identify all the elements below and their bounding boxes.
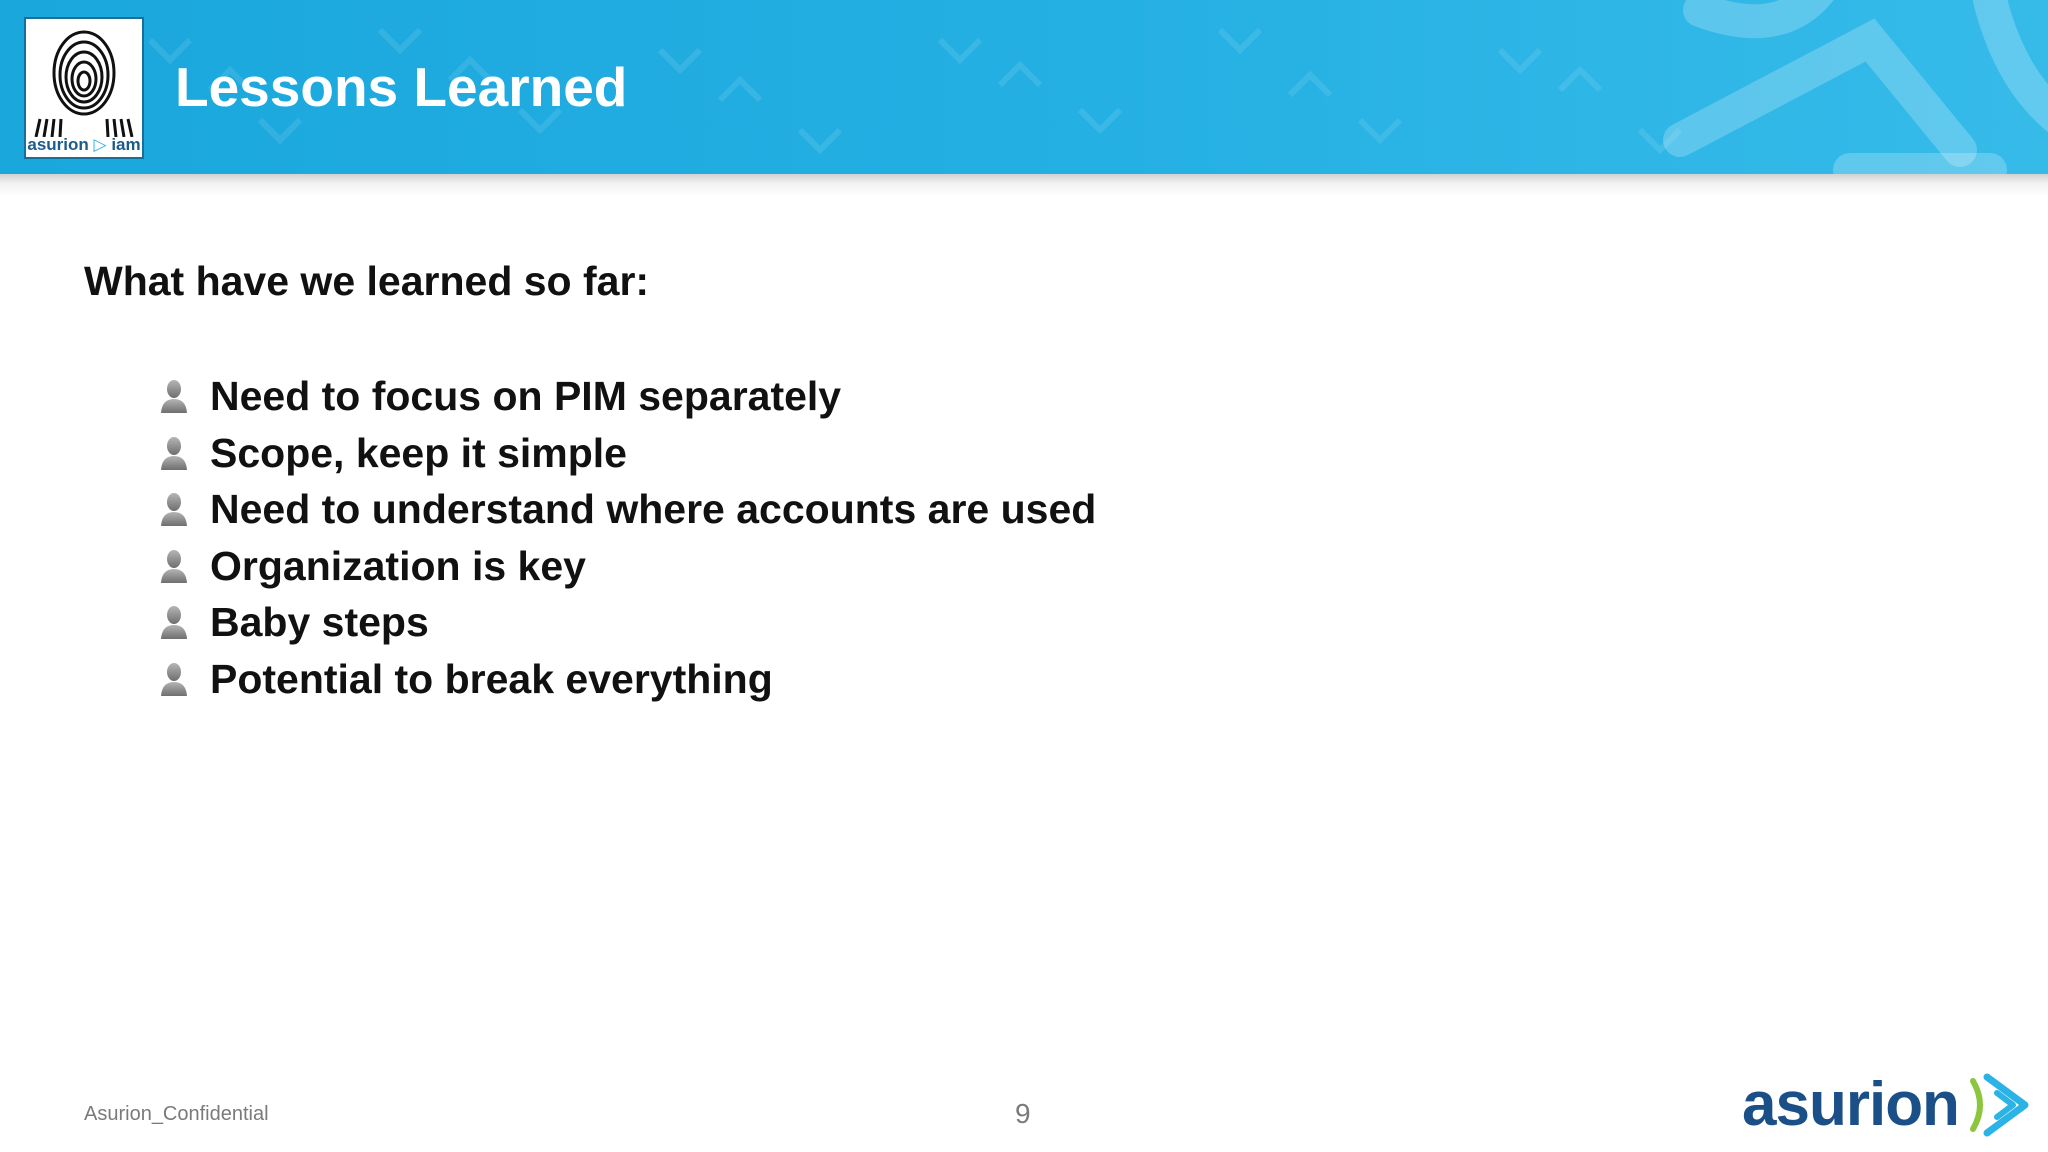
list-item (158, 538, 1096, 595)
page-title: Lessons Learned (175, 56, 628, 118)
bullet-text: Potential to break everything (210, 655, 773, 702)
play-arrow-icon: ▷ (88, 135, 112, 154)
list-item (158, 425, 1096, 482)
list-item (158, 481, 1096, 538)
confidential-label: Asurion_Confidential (84, 1103, 269, 1125)
person-silhouette-icon (158, 661, 190, 697)
person-silhouette-icon (158, 491, 190, 527)
logo-text-left: asurion (27, 135, 89, 154)
brand-wordmark: asurion (1742, 1070, 1959, 1139)
fingerprint-icon (26, 19, 142, 137)
person-silhouette-icon (158, 378, 190, 414)
brand-arrow-icon (1967, 1073, 2035, 1137)
asurion-logo (1742, 1070, 2035, 1140)
bullet-text: Need to focus on PIM separately (210, 373, 842, 420)
bullet-text: Need to understand where accounts are used (210, 486, 1097, 533)
person-silhouette-icon (158, 548, 190, 584)
list-item (158, 651, 1096, 708)
iam-logo (24, 17, 144, 159)
person-silhouette-icon (158, 604, 190, 640)
bullet-text: Organization is key (210, 542, 586, 589)
list-item (158, 368, 1096, 425)
bullet-text: Scope, keep it simple (210, 429, 627, 476)
person-silhouette-icon (158, 435, 190, 471)
logo-wordmark (26, 135, 142, 155)
logo-text-right: iam (111, 135, 141, 154)
list-item (158, 594, 1096, 651)
bullet-list (158, 368, 1096, 707)
lead-text: What have we learned so far: (84, 258, 650, 304)
page-number: 9 (1015, 1098, 1031, 1129)
header-banner (0, 0, 2048, 174)
header-shadow (0, 174, 2048, 196)
bullet-text: Baby steps (210, 599, 429, 646)
